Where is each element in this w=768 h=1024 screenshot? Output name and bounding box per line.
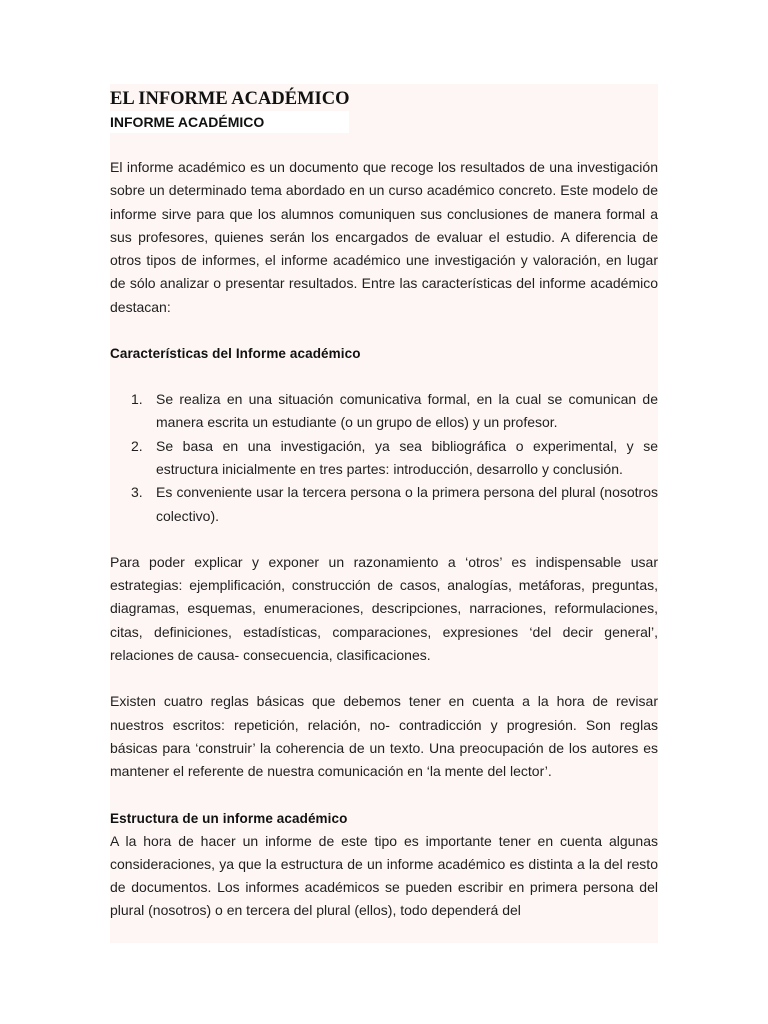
document-body	[110, 84, 658, 943]
document-title: EL INFORME ACADÉMICO	[110, 89, 350, 109]
subtitle-row	[110, 111, 658, 133]
characteristics-heading: Características del Informe académico	[110, 346, 361, 362]
spacer	[110, 667, 658, 690]
list-number: 1.	[131, 391, 143, 408]
list-item-text: Es conveniente usar la tercera persona o la primera persona del plural (nosotros colectivo).	[156, 484, 658, 524]
spacer	[110, 319, 658, 342]
list-item-text: Se realiza en una situación comunicativa formal, en la cual se comunican de manera escrita un estudiante (o un grupo de ellos) y un profesor.	[156, 391, 658, 431]
list-number: 3.	[131, 484, 143, 501]
structure-paragraph: A la hora de hacer un informe de este tipo es importante tener en cuenta algunas consideraciones, ya que la estructura de un informe académico es distinta a la del resto de documentos. Los informes académicos se pueden escribir en primera persona del plural (nosotros) o en tercera del plural (ellos), todo dependerá del	[110, 832, 658, 919]
list-item	[131, 388, 658, 435]
spacer	[110, 784, 658, 807]
document-subtitle: INFORME ACADÉMICO	[110, 111, 349, 133]
spacer	[110, 365, 658, 388]
strategies-paragraph: Para poder explicar y exponer un razonamiento a ‘otros’ es indispensable usar estrategias: ejemplificación, construcción de casos, analogías, metáforas, preguntas, diagramas, esquemas, enumeraciones, descripciones, narraciones, reformulaciones, citas, definiciones, estadísticas, comparaciones, expresiones ‘del decir general’, relaciones de causa- consecuencia, clasificaciones.	[110, 553, 658, 664]
rules-paragraph: Existen cuatro reglas básicas que debemos tener en cuenta a la hora de revisar nuestros escritos: repetición, relación, no- contradicción y progresión. Son reglas básicas para ‘construir’ la coherencia de un texto. Una preocupación de los autores es mantener el referente de nuestra comunicación en ‘la mente del lector’.	[110, 693, 658, 780]
structure-heading: Estructura de un informe académico	[110, 810, 348, 826]
spacer	[110, 528, 658, 551]
spacer	[110, 133, 658, 156]
list-item	[131, 481, 658, 528]
list-item	[131, 435, 658, 482]
list-item-text: Se basa en una investigación, ya sea bibliográfica o experimental, y se estructura inicialmente en tres partes: introducción, desarrollo y conclusión.	[156, 437, 658, 477]
list-number: 2.	[131, 437, 143, 454]
intro-paragraph: El informe académico es un documento que recoge los resultados de una investigación sobre un determinado tema abordado en un curso académico concreto. Este modelo de informe sirve para que los alumnos comuniquen sus conclusiones de manera formal a sus profesores, quienes serán los encargados de evaluar el estudio. A diferencia de otros tipos de informes, el informe académico une investigación y valoración, en lugar de sólo analizar o presentar resultados. Entre las características del informe académico destacan:	[110, 159, 658, 315]
characteristics-list	[110, 388, 658, 528]
